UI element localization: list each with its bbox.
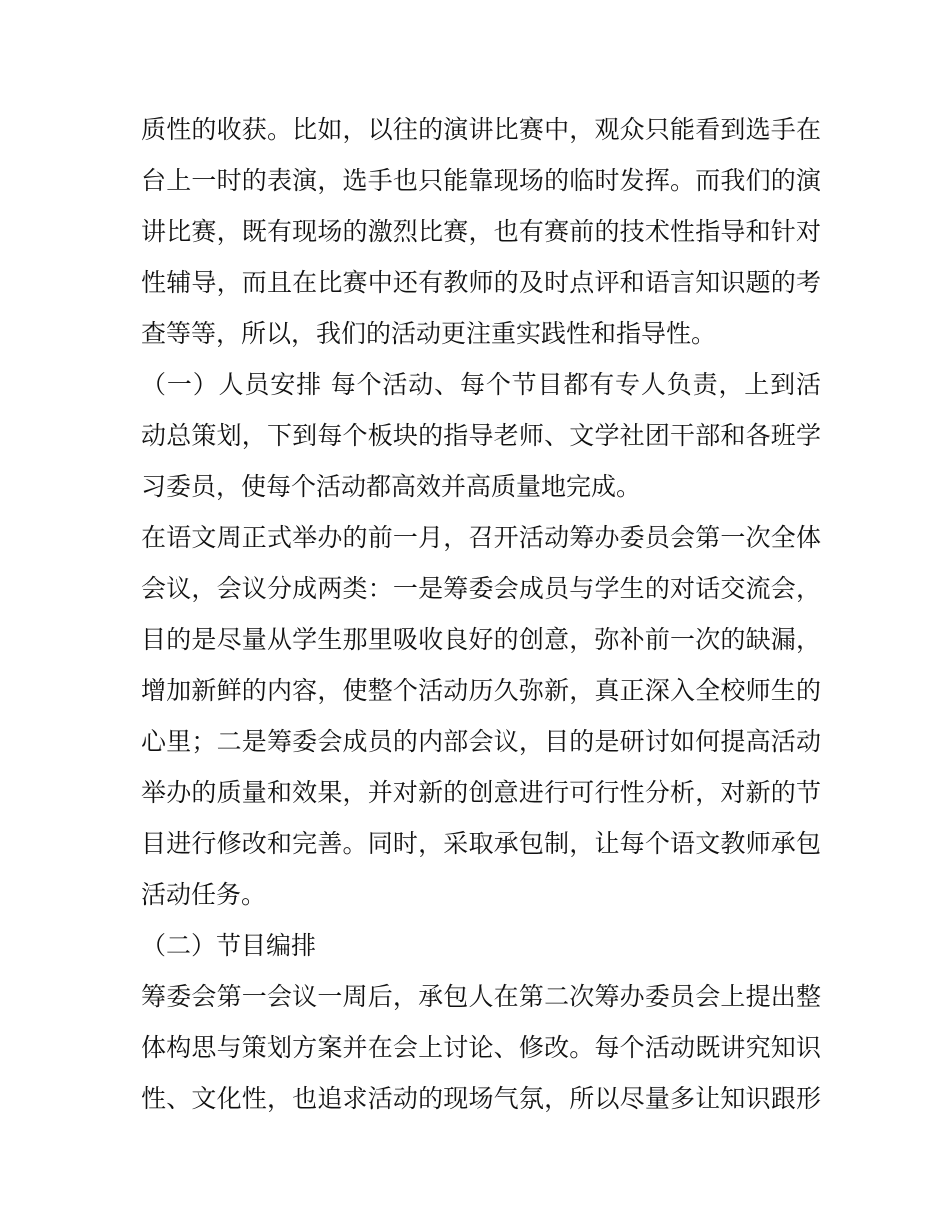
- text-line: 筹委会第一会议一周后，承包人在第二次筹办委员会上提出整: [141, 982, 821, 1011]
- text-line: 性、文化性，也追求活动的现场气氛，所以尽量多让知识跟形: [141, 1084, 821, 1113]
- text-line: 在语文周正式举办的前一月，召开活动筹办委员会第一次全体: [141, 523, 821, 552]
- text-line: 增加新鲜的内容，使整个活动历久弥新，真正深入全校师生的: [141, 676, 821, 705]
- text-line: 习委员，使每个活动都高效并高质量地完成。: [141, 472, 642, 501]
- text-line: 会议，会议分成两类：一是筹委会成员与学生的对话交流会，: [141, 574, 821, 603]
- text-line: 动总策划，下到每个板块的指导老师、文学社团干部和各班学: [141, 421, 821, 450]
- text-line: 体构思与策划方案并在会上讨论、修改。每个活动既讲究知识: [141, 1033, 821, 1062]
- text-line: 台上一时的表演，选手也只能靠现场的临时发挥。而我们的演: [141, 166, 821, 195]
- text-line: 举办的质量和效果，并对新的创意进行可行性分析，对新的节: [141, 778, 821, 807]
- body-text: [141, 104, 821, 1124]
- section-heading-line: （一）人员安排 每个活动、每个节目都有专人负责，上到活: [141, 370, 821, 399]
- text-line: 活动任务。: [141, 880, 267, 909]
- text-line: 目进行修改和完善。同时，采取承包制，让每个语文教师承包: [141, 829, 821, 858]
- text-line: 心里；二是筹委会成员的内部会议，目的是研讨如何提高活动: [141, 727, 821, 756]
- text-line: 查等等，所以，我们的活动更注重实践性和指导性。: [141, 319, 717, 348]
- text-line: 性辅导，而且在比赛中还有教师的及时点评和语言知识题的考: [141, 268, 821, 297]
- text-line: 目的是尽量从学生那里吸收良好的创意，弥补前一次的缺漏，: [141, 625, 821, 654]
- section-heading-line: （二）节目编排: [141, 931, 317, 960]
- text-line: 讲比赛，既有现场的激烈比赛，也有赛前的技术性指导和针对: [141, 217, 821, 246]
- text-line: 质性的收获。比如，以往的演讲比赛中，观众只能看到选手在: [141, 115, 821, 144]
